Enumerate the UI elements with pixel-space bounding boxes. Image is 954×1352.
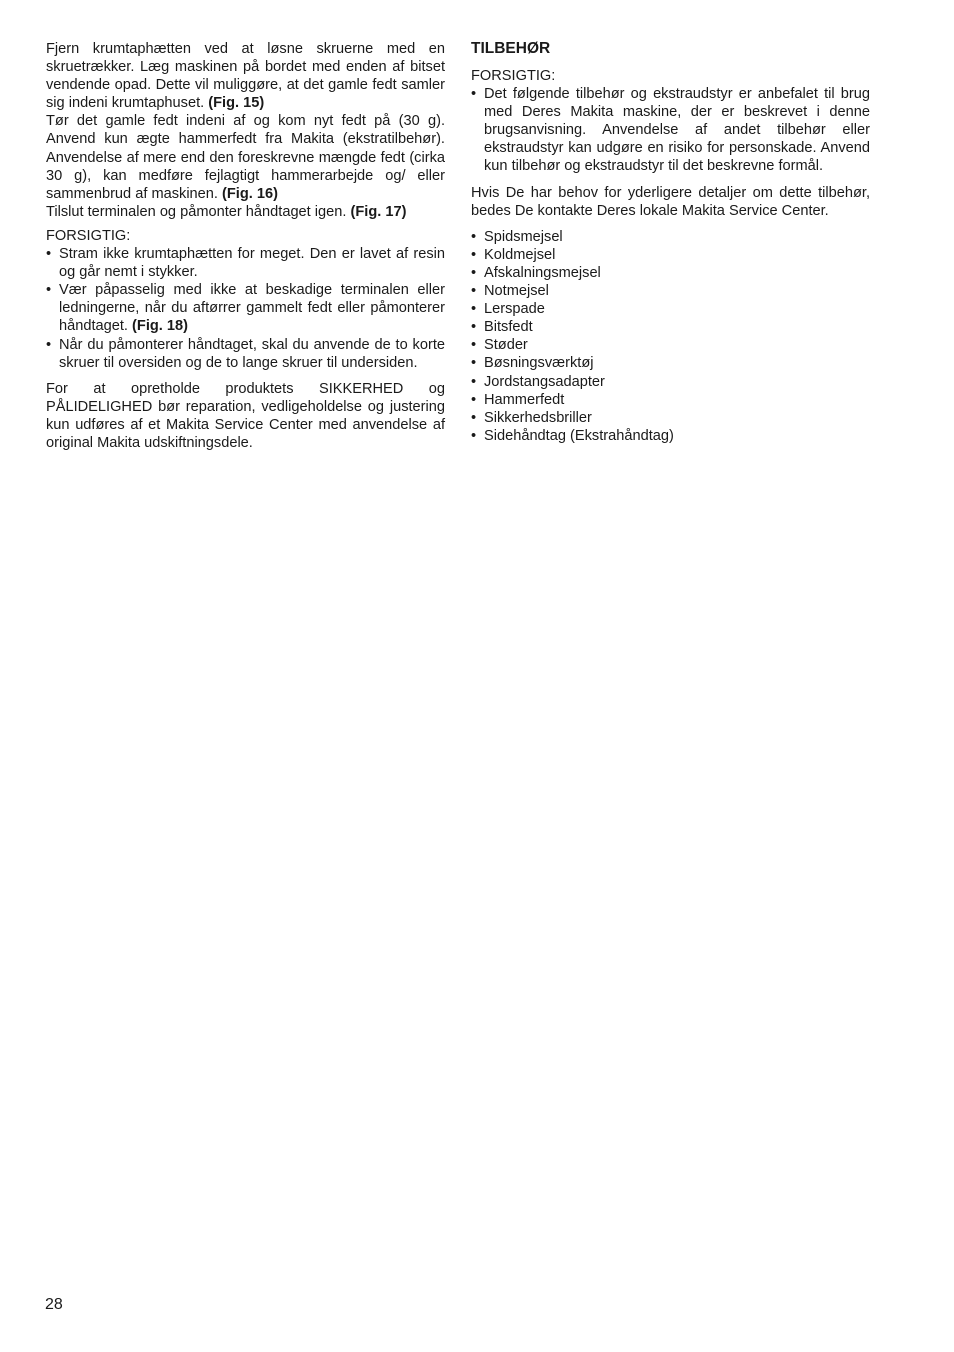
- safety-paragraph: For at opretholde produktets SIKKERHED og PÅLIDELIGHED bør reparation, vedligeholdelse og justering kun udføres af et Makita Service Center med anvendelse af original Makita udskiftningsdele.: [46, 380, 445, 451]
- caution-item-text: Når du påmonterer håndtaget, skal du anvende de to korte skruer til oversiden og de to lange skruer til undersiden.: [59, 336, 445, 371]
- accessory-item: [471, 318, 870, 336]
- accessory-item: [471, 427, 870, 445]
- accessory-item: [471, 264, 870, 282]
- bullet-icon: •: [471, 264, 477, 281]
- caution-item: [471, 85, 870, 175]
- grease-paragraph: [46, 112, 445, 202]
- right-column: [471, 40, 870, 445]
- grease-text: Tør det gamle fedt indeni af og kom nyt fedt på (30 g). Anvend kun ægte hammerfedt fra Makita (ekstratilbehør). Anvendelse af mere end den foreskrevne mængde fedt (cirka 30 g), kan medføre fejlagtigt hammerarbejde og/ eller sammenbrud af maskinen.: [46, 113, 445, 202]
- reconnect-paragraph: [46, 203, 445, 221]
- bullet-icon: •: [471, 355, 477, 372]
- accessory-item: [471, 300, 870, 318]
- accessory-item: [471, 354, 870, 372]
- caution-item-text: Vær påpasselig med ikke at beskadige terminalen eller ledningerne, når du aftørrer gammelt fedt eller påmonterer håndtaget.: [59, 282, 445, 335]
- accessory-item: [471, 228, 870, 246]
- bullet-icon: •: [471, 246, 477, 263]
- caution-title-right: FORSIGTIG:: [471, 68, 556, 84]
- bullet-icon: •: [46, 246, 52, 263]
- bullet-icon: •: [471, 86, 477, 103]
- reconnect-text: Tilslut terminalen og påmonter håndtaget igen.: [46, 203, 347, 220]
- accessory-item: [471, 336, 870, 354]
- accessories-heading: TILBEHØR: [471, 40, 551, 57]
- fig-17-ref: (Fig. 17): [350, 203, 407, 220]
- caution-item-text: Det følgende tilbehør og ekstraudstyr er anbefalet til brug med Deres Makita maskine, der er beskrevet i denne brugsanvisning. Anvendelse af andet tilbehør eller ekstraudstyr kan udgøre en risiko for personskade. Anvend kun tilbehør og ekstraudstyr til det beskrevne formål.: [484, 86, 870, 175]
- bullet-icon: •: [471, 427, 477, 444]
- caution-item: [46, 245, 445, 281]
- fig-16-ref: (Fig. 16): [222, 185, 278, 202]
- accessories-list: [471, 228, 870, 445]
- accessory-item: [471, 246, 870, 264]
- accessory-label: Bitsfedt: [484, 319, 533, 336]
- crank-cap-paragraph: [46, 40, 445, 112]
- accessory-item: [471, 409, 870, 427]
- contact-paragraph: Hvis De har behov for yderligere detaljer om dette tilbehør, bedes De kontakte Deres lokale Makita Service Center.: [471, 184, 870, 219]
- accessory-label: Sikkerhedsbriller: [484, 409, 592, 426]
- caution-item-text: Stram ikke krumtaphætten for meget. Den er lavet af resin og går nemt i stykker.: [59, 246, 445, 281]
- bullet-icon: •: [471, 373, 477, 390]
- caution-list-left: [46, 245, 445, 372]
- accessory-label: Jordstangsadapter: [484, 373, 605, 390]
- caution-list-right: [471, 85, 870, 175]
- bullet-icon: •: [471, 409, 477, 426]
- left-column: [46, 40, 445, 452]
- bullet-icon: •: [471, 301, 477, 318]
- accessory-item: [471, 282, 870, 300]
- accessory-label: Bøsningsværktøj: [484, 355, 594, 372]
- bullet-icon: •: [471, 391, 477, 408]
- accessory-label: Støder: [484, 337, 528, 354]
- crank-cap-text: Fjern krumtaphætten ved at løsne skruerne med en skruetrækker. Læg maskinen på bordet med enden af bitset vendende opad. Dette vil muliggøre, at det gamle fedt samler sig indeni krumtaphuset.: [46, 41, 445, 112]
- accessory-label: Afskalningsmejsel: [484, 264, 601, 281]
- bullet-icon: •: [46, 282, 52, 299]
- bullet-icon: •: [46, 336, 52, 353]
- accessory-label: Sidehåndtag (Ekstrahåndtag): [484, 427, 674, 444]
- page-number: 28: [45, 1296, 63, 1313]
- accessory-label: Spidsmejsel: [484, 228, 563, 245]
- fig-15-ref: (Fig. 15): [208, 95, 265, 112]
- accessory-label: Lerspade: [484, 301, 545, 318]
- bullet-icon: •: [471, 337, 477, 354]
- bullet-icon: •: [471, 283, 477, 300]
- accessory-item: [471, 373, 870, 391]
- bullet-icon: •: [471, 319, 477, 336]
- accessory-label: Koldmejsel: [484, 246, 556, 263]
- bullet-icon: •: [471, 228, 477, 245]
- accessory-item: [471, 391, 870, 409]
- caution-item: [46, 336, 445, 372]
- accessory-label: Notmejsel: [484, 283, 549, 300]
- accessory-label: Hammerfedt: [484, 391, 565, 408]
- fig-18-ref: (Fig. 18): [132, 318, 188, 335]
- caution-title-left: FORSIGTIG:: [46, 227, 131, 244]
- caution-item: [46, 281, 445, 335]
